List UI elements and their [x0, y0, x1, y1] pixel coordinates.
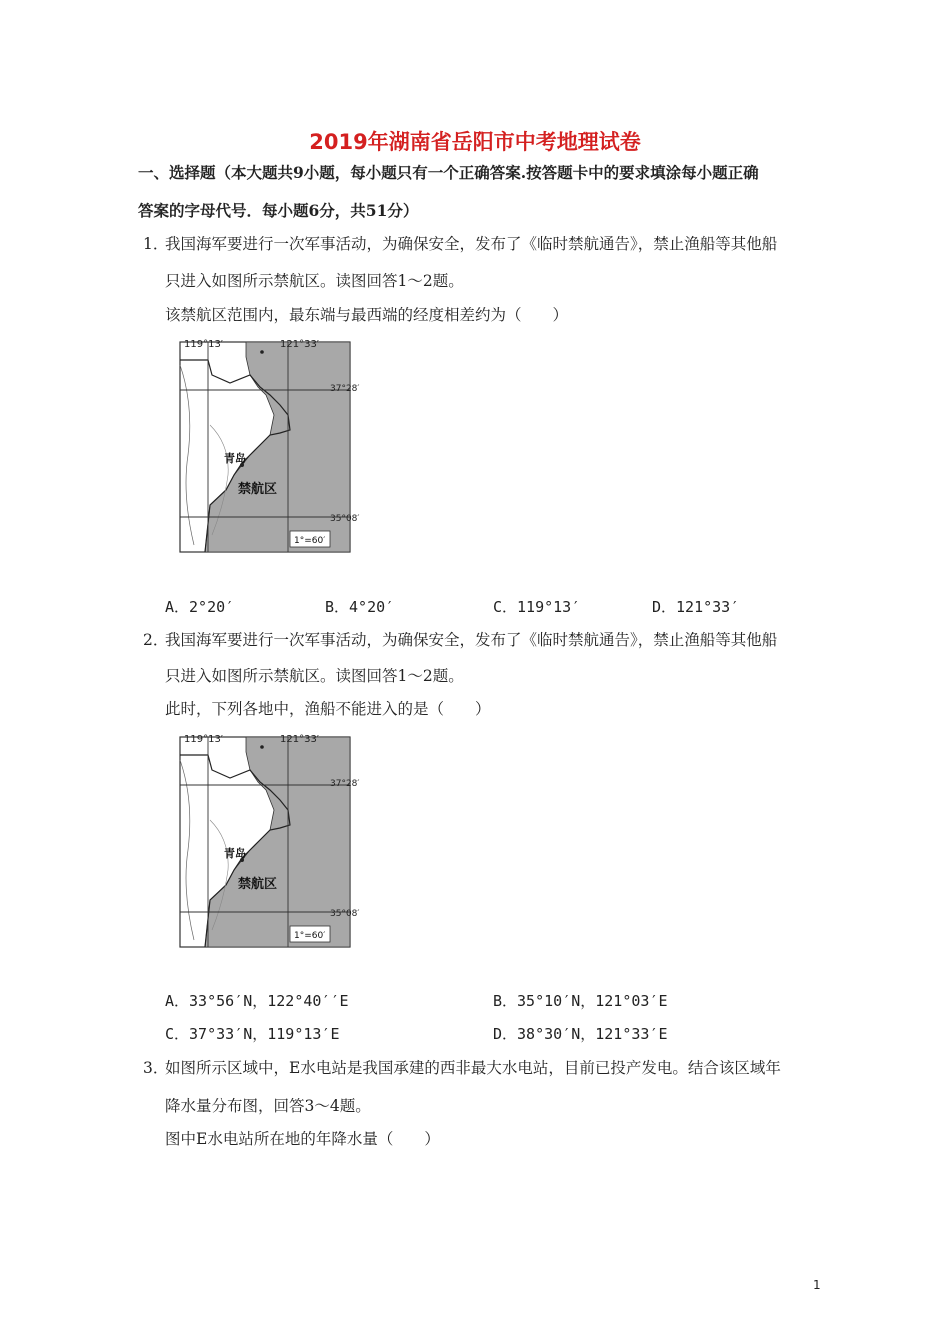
label-lon-west: 119°13′ [184, 339, 224, 350]
q2-stem-line1: 我国海军要进行一次军事活动，为确保安全，发布了《临时禁航通告》，禁止渔船等其他船 [165, 631, 778, 649]
river-line [180, 760, 194, 940]
label-lon-west: 119°13′ [184, 734, 224, 745]
q1-stem-line2: 只进入如图所示禁航区。读图回答1～2题。 [165, 272, 464, 290]
q1-sub-question: 该禁航区范围内，最东端与最西端的经度相差约为（ ） [165, 306, 569, 324]
label-lat-south: 35°08′ [330, 909, 360, 919]
label-lon-east: 121°33′ [280, 339, 320, 350]
q1-option-b: B．4°20′ [325, 598, 395, 616]
label-zone: 禁航区 [238, 482, 278, 497]
q2-sub-question: 此时，下列各地中，渔船不能进入的是（ ） [165, 700, 491, 718]
label-lat-north: 37°28′ [330, 384, 360, 394]
forbidden-zone-area [205, 737, 350, 947]
q3-sub-question: 图中E水电站所在地的年降水量（ ） [165, 1130, 440, 1148]
label-city: 青岛 [224, 452, 246, 465]
forbidden-zone-area [205, 342, 350, 552]
label-scale: 1°=60′ [294, 931, 326, 941]
label-lat-south: 35°08′ [330, 514, 360, 524]
label-lat-north: 37°28′ [330, 779, 360, 789]
q1-option-a: A．2°20′ [165, 598, 235, 616]
label-zone: 禁航区 [238, 877, 278, 892]
q2-stem-line2: 只进入如图所示禁航区。读图回答1～2题。 [165, 667, 464, 685]
section-heading-line1: 一、选择题（本大题共9小题，每小题只有一个正确答案.按答题卡中的要求填涂每小题正确 [138, 163, 759, 182]
q1-number: 1． [143, 235, 169, 253]
q2-option-b: B．35°10′N，121°03′E [493, 992, 668, 1010]
page-title: 2019年湖南省岳阳市中考地理试卷 [309, 130, 641, 154]
q2-option-c: C．37°33′N，119°13′E [165, 1025, 340, 1043]
river-line [180, 365, 194, 545]
q2-number: 2． [143, 631, 169, 649]
q3-number: 3． [143, 1059, 169, 1077]
page-number: 1 [813, 1278, 821, 1292]
q1-stem-line1: 我国海军要进行一次军事活动，为确保安全，发布了《临时禁航通告》，禁止渔船等其他船 [165, 235, 778, 253]
q3-stem-line1: 如图所示区域中，E水电站是我国承建的西非最大水电站，目前已投产发电。结合该区域年 [165, 1059, 781, 1077]
section-heading-line2: 答案的字母代号．每小题6分，共51分） [138, 201, 419, 220]
island-dot [260, 350, 264, 354]
q2-option-a: A．33°56′N，122°40′′E [165, 992, 349, 1010]
q1-map-figure [170, 335, 360, 553]
q1-option-c: C．119°13′ [493, 598, 581, 616]
label-scale: 1°=60′ [294, 536, 326, 546]
island-dot [260, 745, 264, 749]
label-lon-east: 121°33′ [280, 734, 320, 745]
q3-stem-line2: 降水量分布图，回答3～4题。 [165, 1097, 371, 1115]
q1-option-d: D．121°33′ [652, 598, 740, 616]
label-city: 青岛 [224, 847, 246, 860]
q2-option-d: D．38°30′N，121°33′E [493, 1025, 668, 1043]
q2-map-figure [170, 730, 360, 948]
